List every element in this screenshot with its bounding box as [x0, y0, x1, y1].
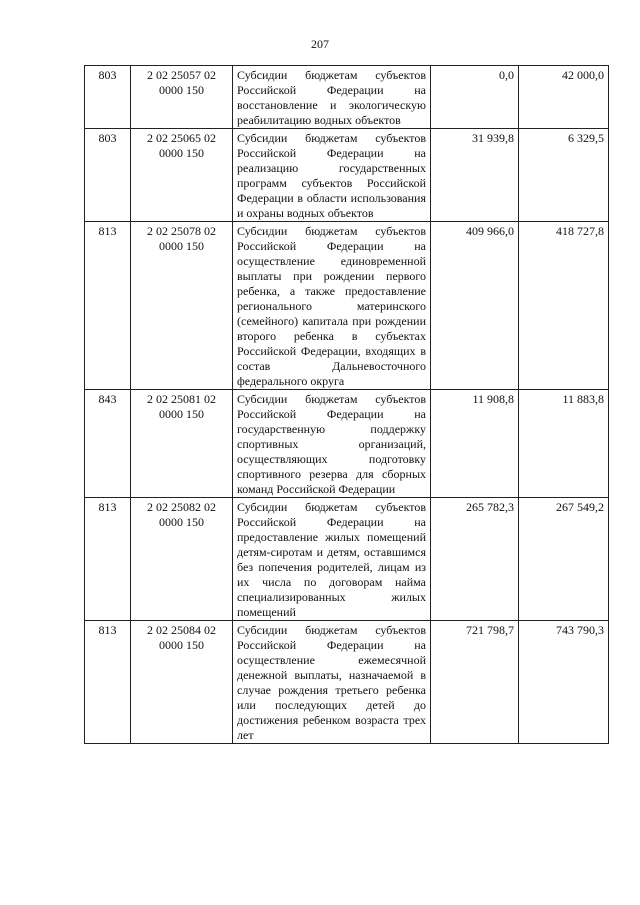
- page-number: 207: [311, 37, 329, 51]
- budget-code-line-1: 2 02 25057 02: [147, 68, 216, 82]
- table-row: [85, 222, 609, 390]
- description-cell: Субсидии бюджетам субъектов Российской Федерации на предоставление жилых помещений детям-сиротам и детям, оставшимся без попечения родителей, лицам из их числа по договорам найма специализированных жилых помещений: [233, 498, 431, 621]
- table-row: [85, 66, 609, 129]
- amount-cell-2: 267 549,2: [519, 498, 609, 621]
- amount-cell-2: 418 727,8: [519, 222, 609, 390]
- admin-code-cell: 813: [85, 498, 131, 621]
- budget-code-cell: [131, 498, 233, 621]
- admin-code-cell: 803: [85, 129, 131, 222]
- admin-code-cell: 813: [85, 222, 131, 390]
- description-cell: Субсидии бюджетам субъектов Российской Федерации на государственную поддержку спортивных организаций, осуществляющих подготовку спортивного резерва для сборных команд Российской Федерации: [233, 390, 431, 498]
- budget-code-line-1: 2 02 25078 02: [147, 224, 216, 238]
- budget-table: [84, 65, 609, 744]
- budget-code-cell: [131, 621, 233, 744]
- budget-code-line-2: 0000 150: [159, 515, 204, 529]
- table-row: [85, 390, 609, 498]
- admin-code-cell: 813: [85, 621, 131, 744]
- description-cell: Субсидии бюджетам субъектов Российской Федерации на осуществление единовременной выплаты при рождении первого ребенка, а также предоставление регионального материнского (семейного) капитала при рождении второго ребенка в субъектах Российской Федерации, входящих в состав Дальневосточного федерального округа: [233, 222, 431, 390]
- admin-code-cell: 843: [85, 390, 131, 498]
- description-cell: Субсидии бюджетам субъектов Российской Федерации на восстановление и экологическую реабилитацию водных объектов: [233, 66, 431, 129]
- table-row: [85, 621, 609, 744]
- budget-code-line-1: 2 02 25084 02: [147, 623, 216, 637]
- budget-code-cell: [131, 390, 233, 498]
- table-row: [85, 498, 609, 621]
- budget-code-line-2: 0000 150: [159, 83, 204, 97]
- budget-code-cell: [131, 66, 233, 129]
- description-cell: Субсидии бюджетам субъектов Российской Федерации на реализацию государственных программ субъектов Российской Федерации в области использования и охраны водных объектов: [233, 129, 431, 222]
- amount-cell-1: 265 782,3: [431, 498, 519, 621]
- amount-cell-1: 31 939,8: [431, 129, 519, 222]
- budget-code-cell: [131, 222, 233, 390]
- budget-code-line-2: 0000 150: [159, 407, 204, 421]
- amount-cell-2: 6 329,5: [519, 129, 609, 222]
- amount-cell-1: 409 966,0: [431, 222, 519, 390]
- amount-cell-2: 11 883,8: [519, 390, 609, 498]
- budget-code-cell: [131, 129, 233, 222]
- table-row: [85, 129, 609, 222]
- budget-code-line-2: 0000 150: [159, 638, 204, 652]
- amount-cell-2: 42 000,0: [519, 66, 609, 129]
- amount-cell-1: 721 798,7: [431, 621, 519, 744]
- amount-cell-1: 0,0: [431, 66, 519, 129]
- amount-cell-1: 11 908,8: [431, 390, 519, 498]
- budget-code-line-2: 0000 150: [159, 146, 204, 160]
- budget-code-line-2: 0000 150: [159, 239, 204, 253]
- budget-code-line-1: 2 02 25081 02: [147, 392, 216, 406]
- amount-cell-2: 743 790,3: [519, 621, 609, 744]
- description-cell: Субсидии бюджетам субъектов Российской Федерации на осуществление ежемесячной денежной выплаты, назначаемой в случае рождения третьего ребенка или последующих детей до достижения ребенком возраста трех лет: [233, 621, 431, 744]
- budget-code-line-1: 2 02 25082 02: [147, 500, 216, 514]
- admin-code-cell: 803: [85, 66, 131, 129]
- budget-code-line-1: 2 02 25065 02: [147, 131, 216, 145]
